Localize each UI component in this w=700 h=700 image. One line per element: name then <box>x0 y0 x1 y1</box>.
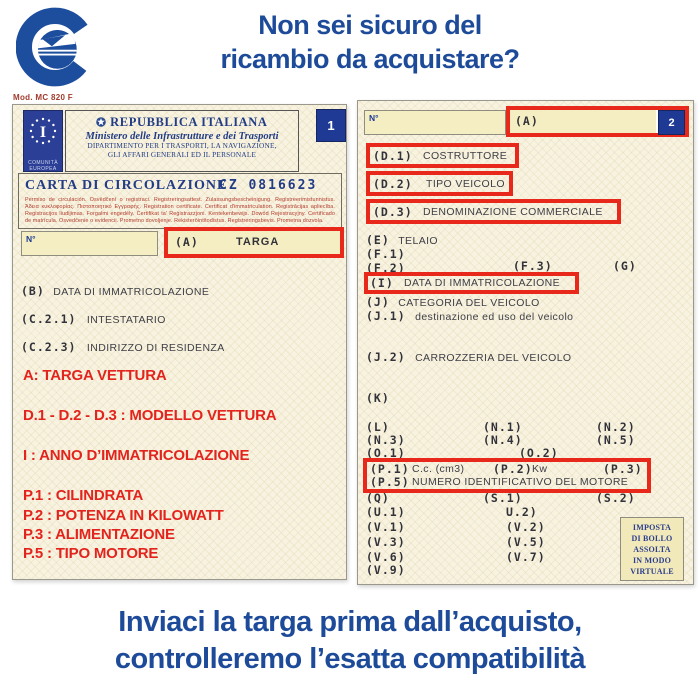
annotation-targa: A: TARGA VETTURA <box>23 367 167 384</box>
doc2-n3-code: (N.3) <box>366 433 406 447</box>
doc1-targa-field <box>168 231 340 254</box>
doc1-row-c21-label: INTESTATARIO <box>86 314 166 326</box>
doc2-o1-code: (O.1) <box>366 446 406 460</box>
brand-logo-icon <box>16 7 94 87</box>
doc2-v3-code: (V.3) <box>366 535 406 549</box>
doc2-j1-label: destinazione ed uso del veicolo <box>415 311 574 323</box>
doc2-p-highlight-box <box>363 458 651 493</box>
stamp-line2: DI BOLLO <box>631 534 673 543</box>
doc1-targa-label: TARGA <box>236 236 280 248</box>
doc2-k-code: (K) <box>366 391 390 405</box>
doc2-n4-code: (N.4) <box>483 433 523 447</box>
doc2-number-field-label: N° <box>369 113 379 123</box>
doc2-f3-code: (F.3) <box>513 259 553 273</box>
doc1-row-c21-code: (C.2.1) <box>21 312 77 326</box>
doc2-j-label: CATEGORIA DEL VEICOLO <box>398 297 540 309</box>
doc2-i-label: DATA DI IMMATRICOLAZIONE <box>404 277 561 289</box>
doc2-e-code: (E) <box>366 233 390 247</box>
doc2-p1-code: (P.1) <box>370 462 410 476</box>
doc2-j2-label: CARROZZERIA DEL VEICOLO <box>415 352 572 364</box>
doc2-tax-stamp-box <box>620 517 684 581</box>
left-document <box>12 104 347 580</box>
annotation-tipo-motore: P.5 : TIPO MOTORE <box>23 545 159 562</box>
doc2-d2-label: TIPO VEICOLO <box>426 178 505 190</box>
annotation-cilindrata: P.1 : CILINDRATA <box>23 487 144 504</box>
doc1-title: CARTA DI CIRCOLAZIONE <box>25 178 228 193</box>
doc1-serial-number: CZ 0816623 <box>219 178 318 193</box>
doc2-v1-code: (V.1) <box>366 520 406 534</box>
annotation-anno: I : ANNO D’IMMATRICOLAZIONE <box>23 447 250 464</box>
doc2-d1-code: (D.1) <box>373 149 413 163</box>
doc2-v6-code: (V.6) <box>366 550 406 564</box>
stamp-line1: IMPOSTA <box>632 523 672 532</box>
doc1-ministry: Ministero delle Infrastrutture e dei Trasporti <box>85 131 279 142</box>
doc2-row-j2 <box>366 348 572 366</box>
doc2-e-label: TELAIO <box>398 235 438 247</box>
doc1-row-c21 <box>21 310 166 328</box>
doc1-number-field-label: N° <box>26 234 36 244</box>
doc2-j-code: (J) <box>366 295 390 309</box>
doc1-targa-code: (A) <box>175 235 199 249</box>
doc2-v9-code: (V.9) <box>366 563 406 577</box>
doc2-o2-code: (O.2) <box>519 446 559 460</box>
doc2-d2-code: (D.2) <box>373 177 413 191</box>
eu-label-line2: EUROPEA <box>29 166 57 172</box>
page-title <box>90 8 650 76</box>
annotation-modello: D.1 - D.2 - D.3 : MODELLO VETTURA <box>23 407 277 424</box>
doc2-l-code: (L) <box>366 420 390 434</box>
doc2-p2-label: Kw <box>532 463 548 475</box>
doc2-d1-highlight-box <box>366 143 519 168</box>
doc1-department-line2: GLI AFFARI GENERALI ED IL PERSONALE <box>107 149 257 159</box>
doc1-number-field <box>21 231 158 256</box>
stamp-line3: ASSOLTA <box>633 545 671 554</box>
doc2-page-number: 2 <box>658 110 685 135</box>
doc2-u1-code: (U.1) <box>366 505 406 519</box>
doc2-g-code: (G) <box>613 259 637 273</box>
doc2-j2-code: (J.2) <box>366 350 406 364</box>
doc2-p2-code: (P.2) <box>493 462 533 476</box>
doc1-row-c23-label: INDIRIZZO DI RESIDENZA <box>86 342 225 354</box>
stamp-line5: VIRTUALE <box>630 567 674 576</box>
doc1-row-c23-code: (C.2.3) <box>21 340 77 354</box>
doc2-row-j1 <box>366 307 573 325</box>
doc2-v7-code: (V.7) <box>506 550 546 564</box>
doc1-row-b-code: (B) <box>21 284 45 298</box>
doc2-p1-label: C.c. (cm3) <box>412 463 465 475</box>
italy-emblem-icon <box>96 117 106 127</box>
doc1-department-line1: DIPARTIMENTO PER I TRASPORTI, LA NAVIGAZIONE, <box>87 141 277 150</box>
doc1-row-c23 <box>21 338 225 356</box>
doc2-f2-code: (F.2) <box>366 261 406 275</box>
page-title-line2: ricambio da acquistare? <box>220 44 520 74</box>
footer-message <box>10 604 690 678</box>
doc2-f1-code: (F.1) <box>366 247 406 261</box>
footer-line1: Inviaci la targa prima dall’acquisto, <box>118 606 582 638</box>
doc1-multilingual-text: Permiso de circulación. Osvědčení o registraci. Registreringsattest. Zulassungsbescheinigung. Registreerimistunnistus. Άδεια κυκλοφορίας. Πιστοποιητικό Εγγραφής. Registration certificate. Certificat d'immatriculation. Registrācijas apliecība. Registracijos liudijimas. Forgalmi engedély. Ċertifikat ta' Reġistrazzjoni. Kentekenbewijs. Dowód Rejestracyjny. Certificado de matrícula. Osvedčenie o evidencii. Prometno dovoljenje. Rekisteröintitodistus. Registreringsbevis. Prometna dozvola. <box>25 197 335 224</box>
doc2-d3-highlight-box <box>366 199 621 224</box>
doc2-p3-code: (P.3) <box>603 462 643 476</box>
doc2-j1-code: (J.1) <box>366 309 406 323</box>
doc2-s2-code: (S.2) <box>596 491 636 505</box>
doc1-row-b <box>21 282 209 300</box>
doc2-v2-code: (V.2) <box>506 520 546 534</box>
doc2-q-code: (Q) <box>366 491 390 505</box>
svg-text:I: I <box>39 124 47 141</box>
footer-line2: controlleremo l’esatta compatibilità <box>114 643 586 675</box>
annotation-potenza: P.2 : POTENZA IN KILOWATT <box>23 507 224 524</box>
doc2-s1-code: (S.1) <box>483 491 523 505</box>
doc2-i-code: (I) <box>370 276 394 290</box>
doc1-targa-highlight-box <box>164 227 344 258</box>
page-title-line1: Non sei sicuro del <box>258 10 482 40</box>
eu-stars-icon <box>24 111 62 155</box>
doc2-targa-code: (A) <box>515 114 539 128</box>
doc2-d3-code: (D.3) <box>373 205 413 219</box>
doc2-d2-highlight-box <box>366 171 513 196</box>
doc2-i-highlight-box <box>364 272 579 294</box>
annotation-alimentazione: P.3 : ALIMENTAZIONE <box>23 526 175 543</box>
doc2-v5-code: (V.5) <box>506 535 546 549</box>
doc2-d3-label: DENOMINAZIONE COMMERCIALE <box>423 206 603 218</box>
doc1-header-box <box>65 110 299 172</box>
stamp-line4: IN MODO <box>632 556 672 565</box>
doc2-p5-code: (P.5) <box>370 475 410 489</box>
doc2-targa-highlight-box <box>506 106 689 137</box>
doc1-model-label: Mod. MC 820 F <box>13 93 73 102</box>
doc1-row-b-label: DATA DI IMMATRICOLAZIONE <box>53 286 210 298</box>
doc2-number-field <box>364 110 506 135</box>
doc2-targa-field <box>510 110 685 133</box>
doc2-n5-code: (N.5) <box>596 433 636 447</box>
eu-label-line1: COMUNITÀ <box>28 160 58 166</box>
doc1-country-title: REPUBBLICA ITALIANA <box>66 115 298 130</box>
doc2-n1-code: (N.1) <box>483 420 523 434</box>
doc2-n2-code: (N.2) <box>596 420 636 434</box>
doc2-u2-code: U.2) <box>506 505 538 519</box>
right-document <box>357 100 694 585</box>
doc1-page-number: 1 <box>316 109 346 142</box>
doc1-title-box <box>18 173 342 229</box>
doc2-d1-label: COSTRUTTORE <box>423 150 508 162</box>
eu-flag-box <box>23 110 63 172</box>
doc2-p5-label: NUMERO IDENTIFICATIVO DEL MOTORE <box>412 476 629 488</box>
